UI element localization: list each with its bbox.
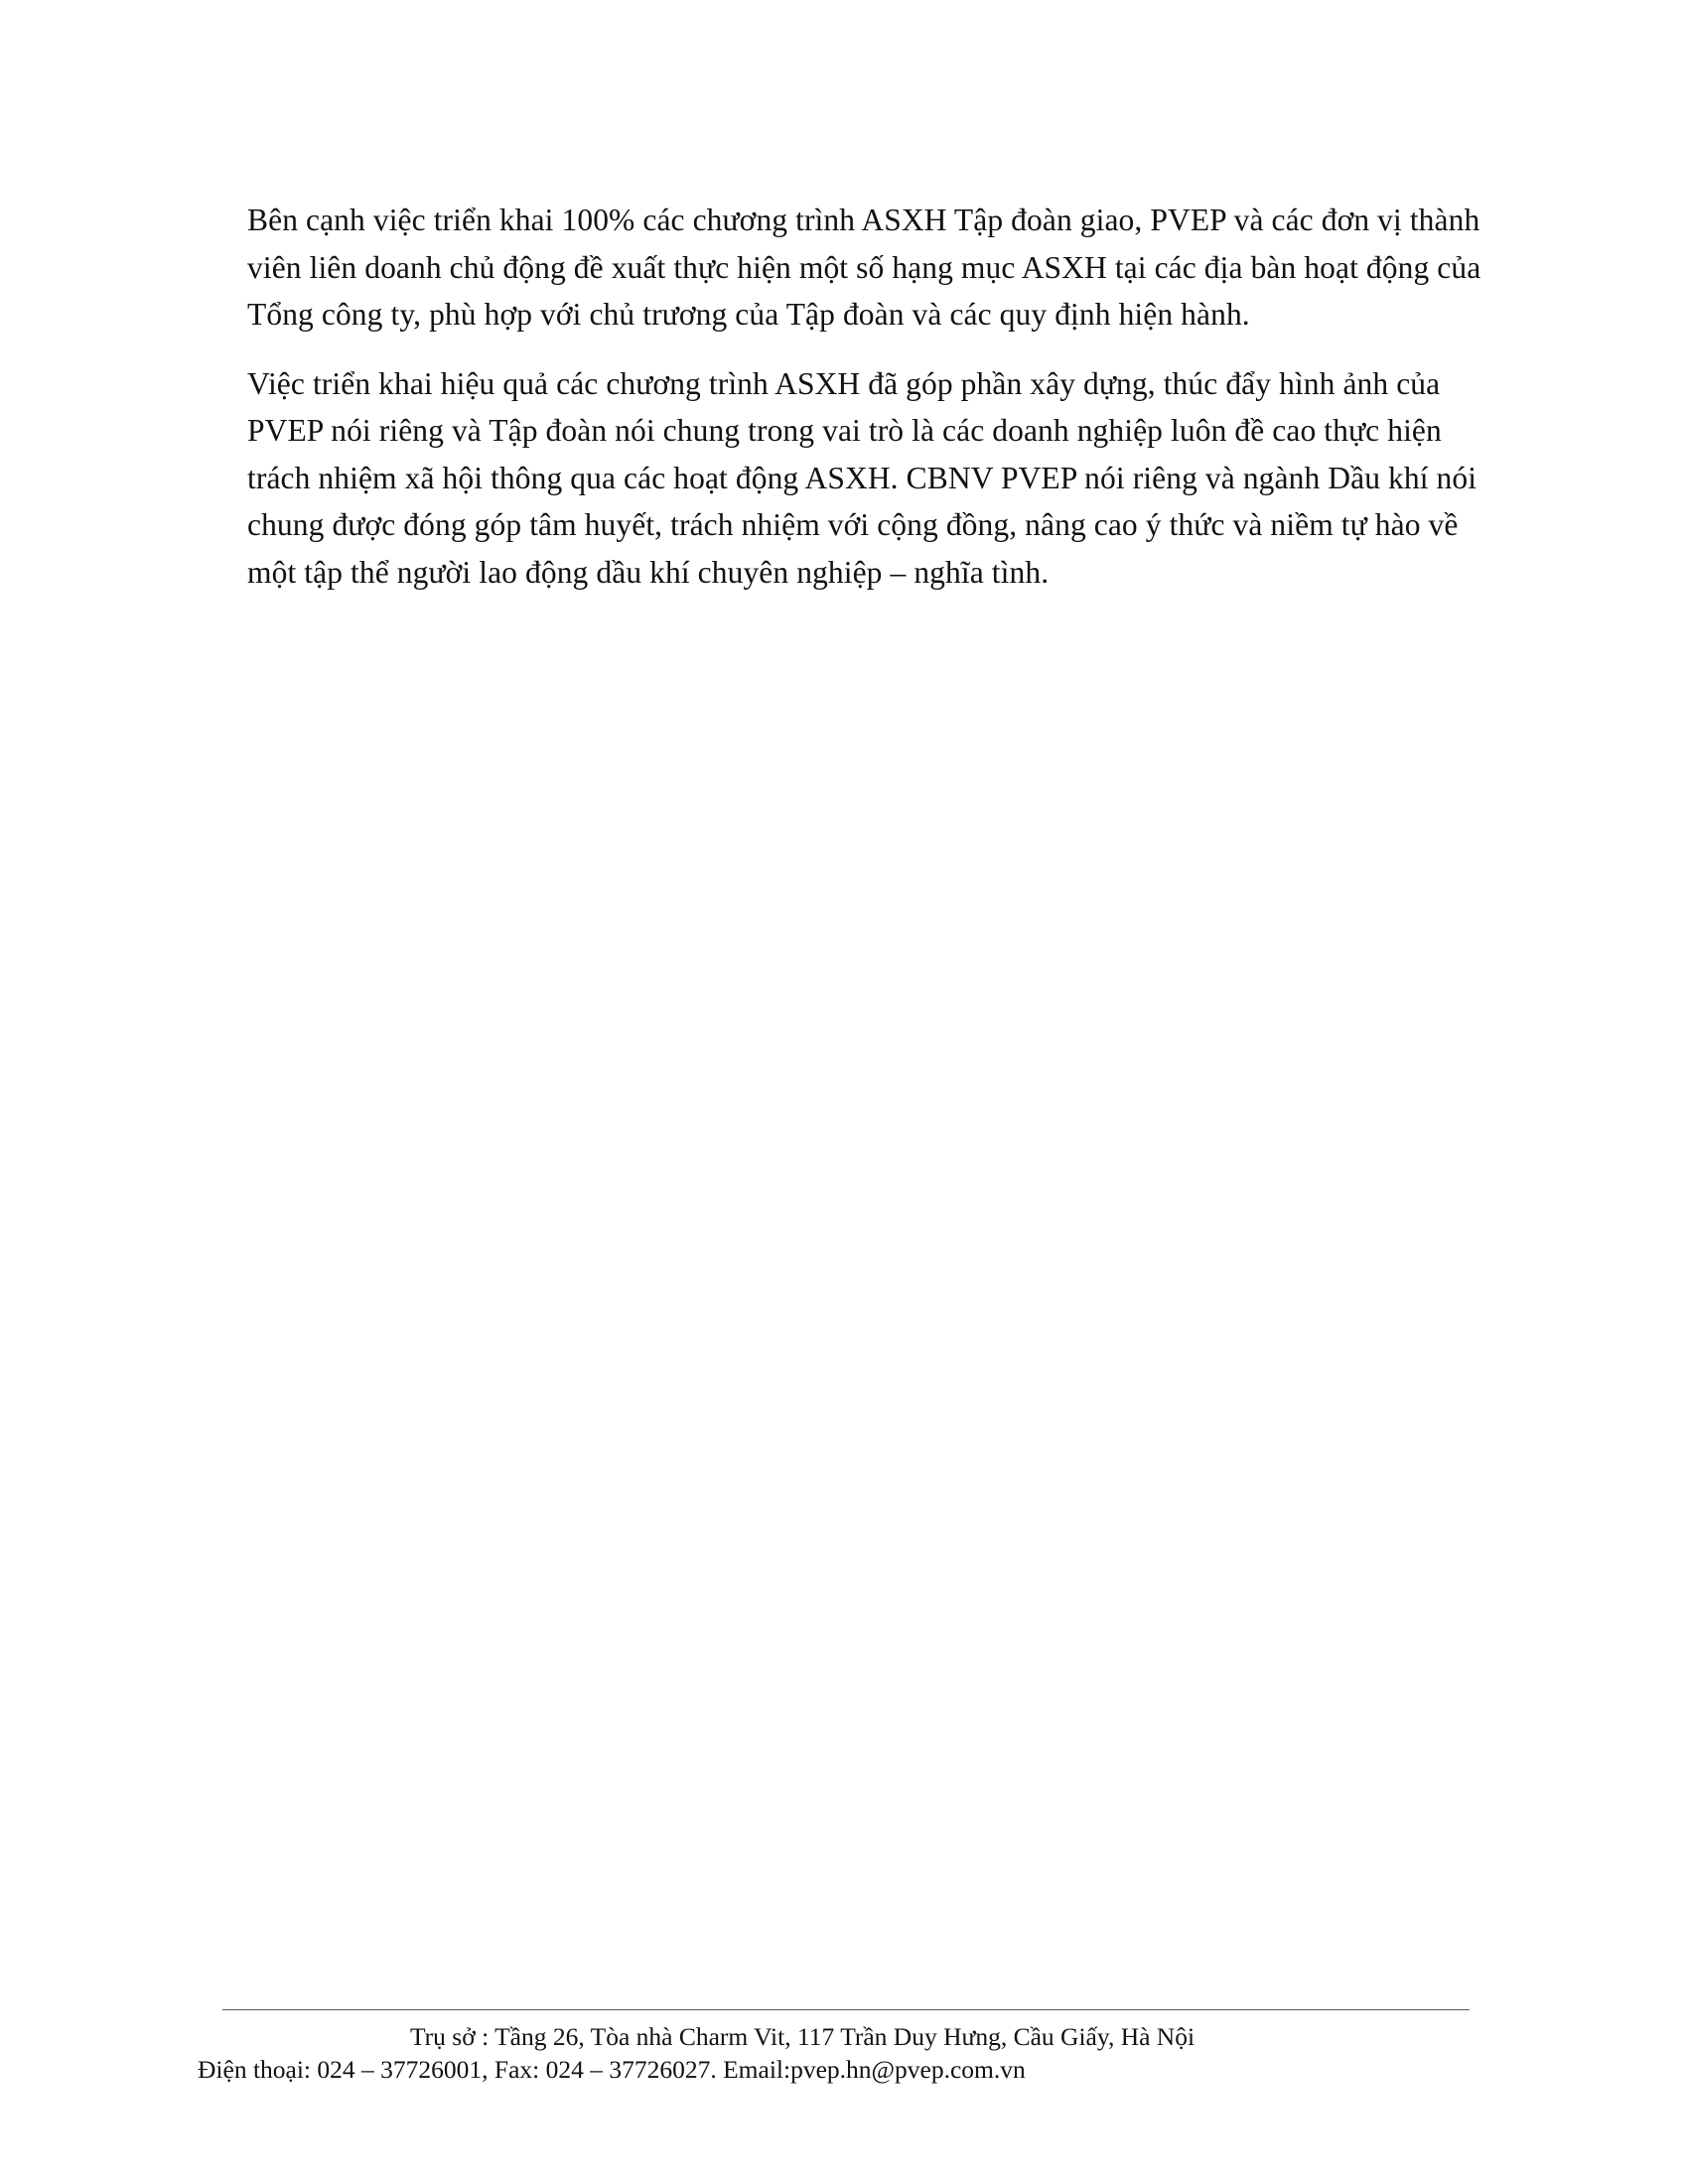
footer-contact: Điện thoại: 024 – 37726001, Fax: 024 – 37726027. Email:pvep.hn@pvep.com.vn <box>198 2055 1026 2084</box>
document-body <box>247 197 1498 617</box>
paragraph-program-impact: Việc triển khai hiệu quả các chương trình ASXH đã góp phần xây dựng, thúc đẩy hình ảnh của PVEP nói riêng và Tập đoàn nói chung trong vai trò là các doanh nghiệp luôn đề cao thực hiện trách nhiệm xã hội thông qua các hoạt động ASXH. CBNV PVEP nói riêng và ngành Dầu khí nói chung được đóng góp tâm huyết, trách nhiệm với cộng đồng, nâng cao ý thức và niềm tự hào về một tập thể người lao động dầu khí chuyên nghiệp – nghĩa tình. <box>247 365 1477 590</box>
footer-address: Trụ sở : Tầng 26, Tòa nhà Charm Vit, 117 Trần Duy Hưng, Cầu Giấy, Hà Nội <box>410 2022 1196 2051</box>
footer-divider <box>222 2009 1470 2010</box>
paragraph-social-programs: Bên cạnh việc triển khai 100% các chương trình ASXH Tập đoàn giao, PVEP và các đơn vị thành viên liên doanh chủ động đề xuất thực hiện một số hạng mục ASXH tại các địa bàn hoạt động của Tổng công ty, phù hợp với chủ trương của Tập đoàn và các quy định hiện hành. <box>247 203 1481 332</box>
